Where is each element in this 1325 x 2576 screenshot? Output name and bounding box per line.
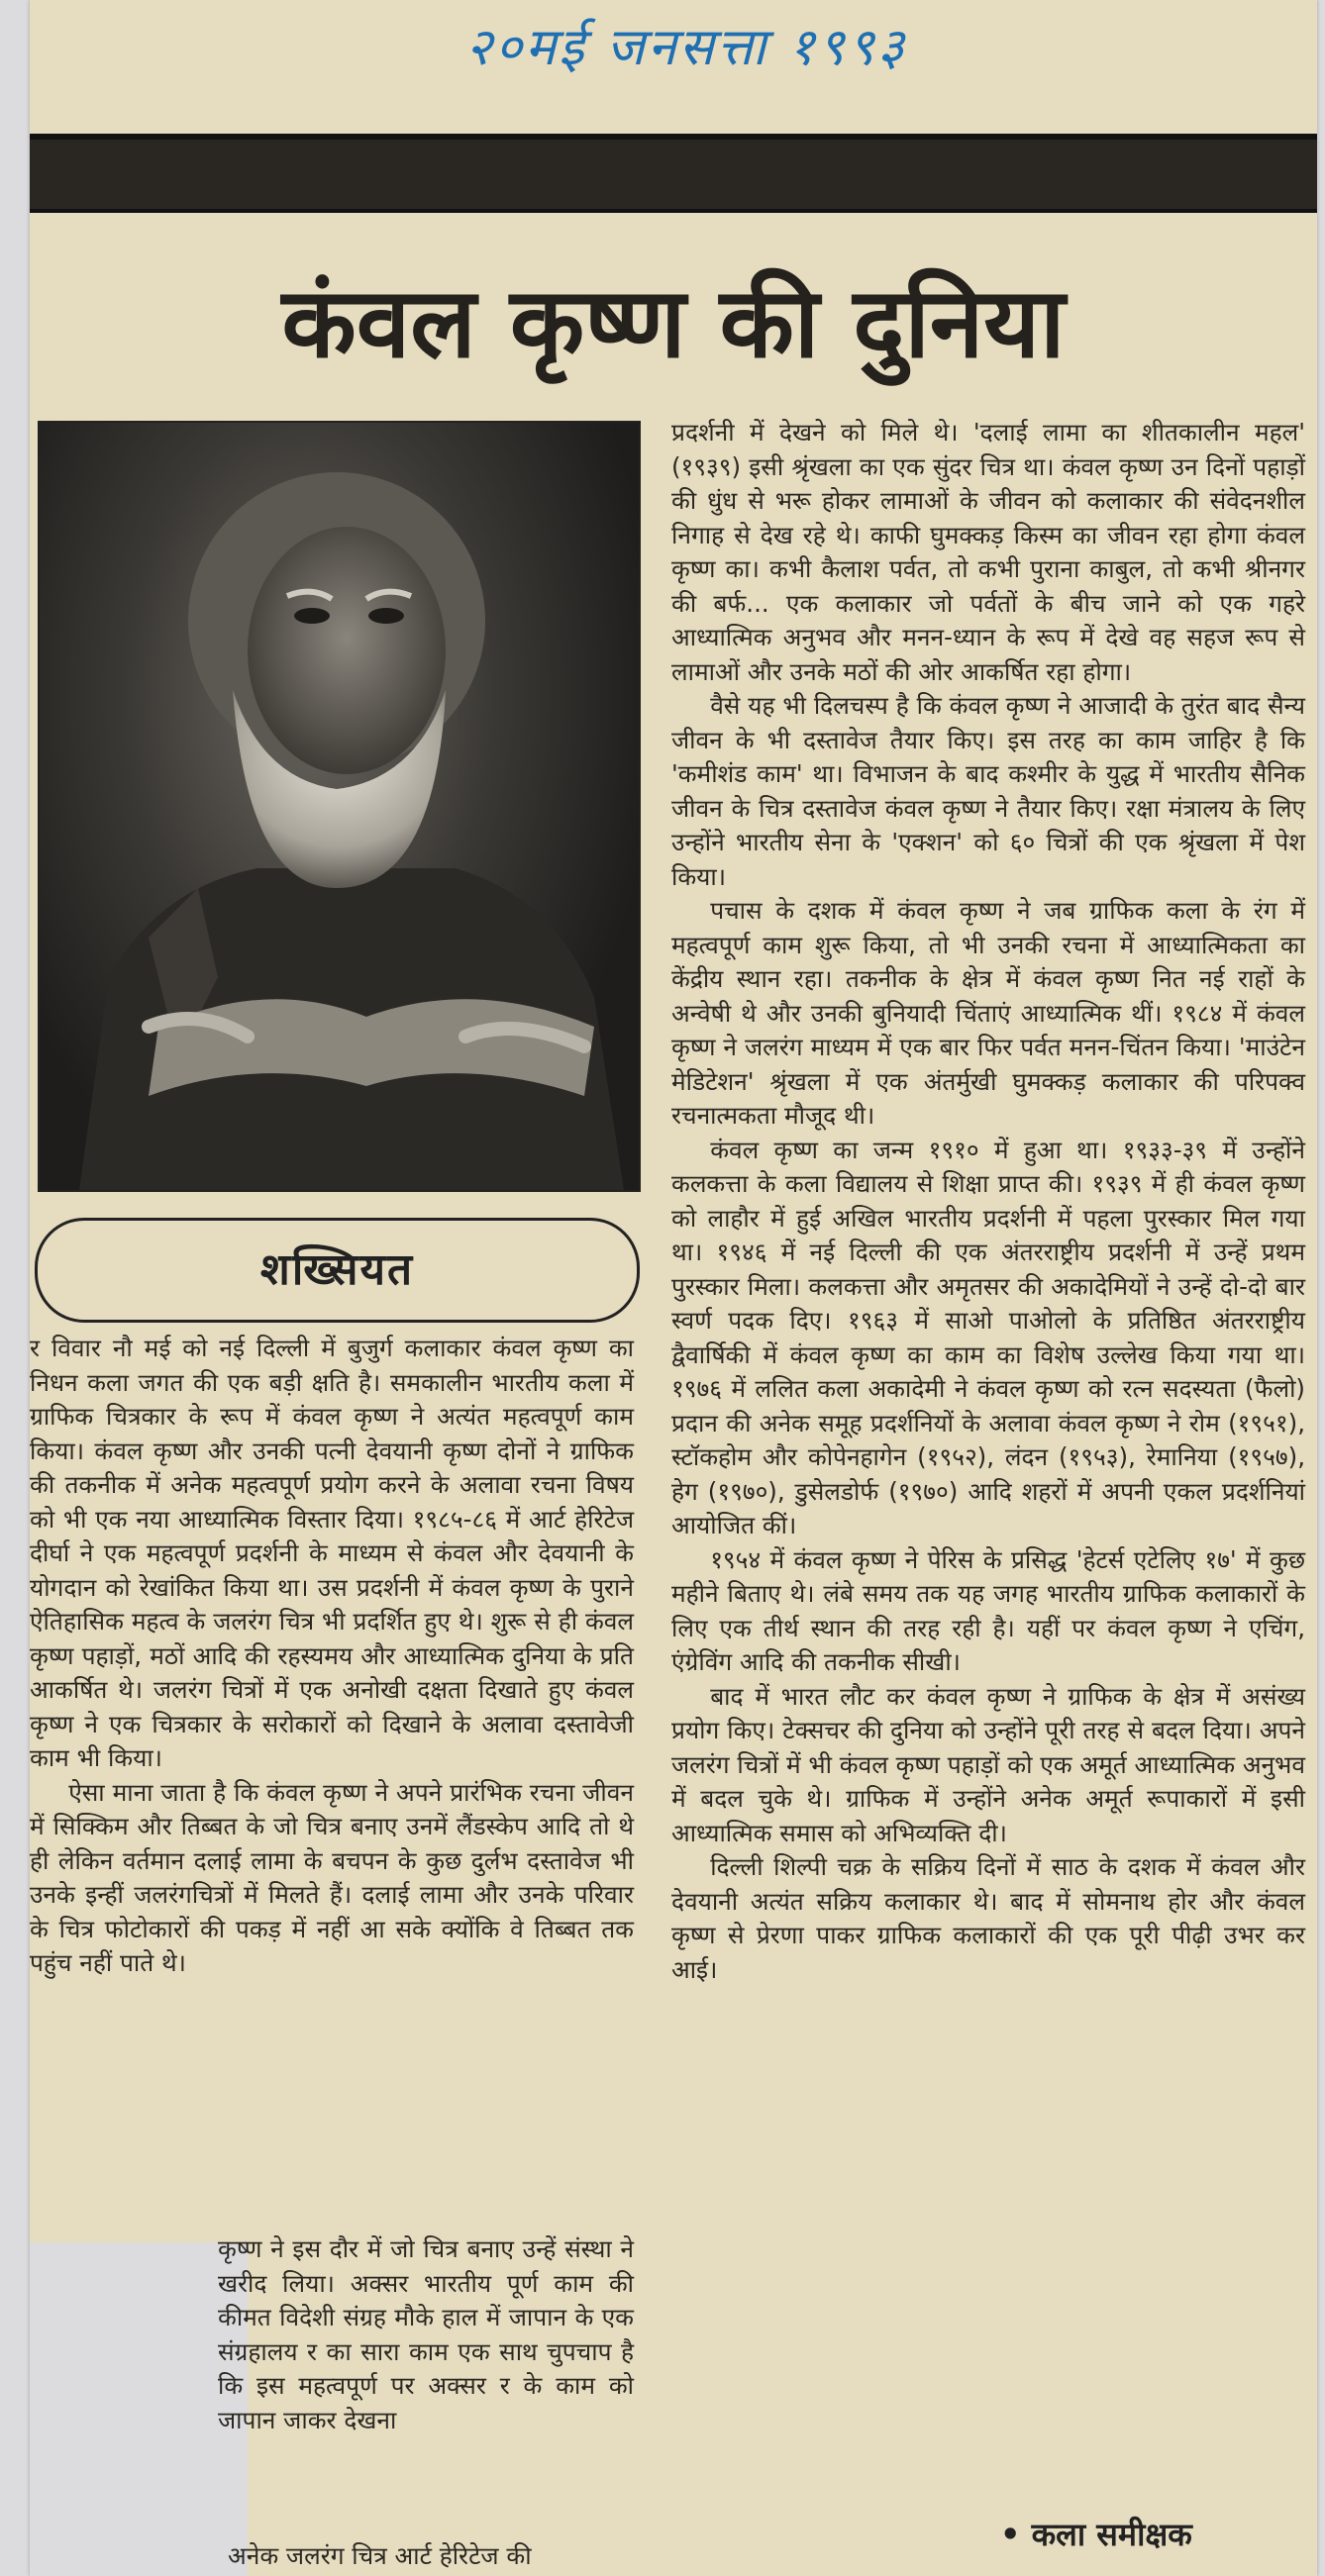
byline: • कला समीक्षक bbox=[1000, 2516, 1192, 2553]
article-left-column bbox=[30, 1332, 634, 1981]
section-label: शख्सियत bbox=[35, 1218, 640, 1323]
article-paragraph: अनेक जलरंग चित्र आर्ट हेरिटेज की bbox=[228, 2541, 532, 2570]
article-paragraph: प्रदर्शनी में देखने को मिले थे। 'दलाई लामा का शीतकालीन महल' (१९३९) इसी श्रृंखला का एक सुंदर चित्र था। कंवल कृष्ण उन दिनों पहाड़ों की धुंध से भरू होकर लामाओं के जीवन को कलाकार की संवेदनशील निगाह से देख रहे थे। काफी घुमक्कड़ किस्म का जीवन रहा होगा कंवल कृष्ण का। कभी कैलाश पर्वत, तो कभी पुराना काबुल, तो कभी श्रीनगर की बर्फ... एक कलाकार जो पर्वतों के बीच जाने को एक गहरे आध्यात्मिक अनुभव और मनन-ध्यान के रूप में देखे वह सहज रूप से लामाओं और उनके मठों की ओर आकर्षित रहा होगा। bbox=[671, 418, 1305, 686]
article-paragraph: दिल्ली शिल्पी चक्र के सक्रिय दिनों में साठ के दशक में कंवल और देवयानी अत्यंत सक्रिय कलाकार थे। बाद में सोमनाथ होर और कंवल कृष्ण से प्रेरणा पाकर ग्राफिक कलाकारों की एक पूरी पीढ़ी उभर कर आई। bbox=[671, 1852, 1305, 1984]
handwritten-date-note: २०मई जनसत्ता १९९३ bbox=[465, 18, 907, 77]
newspaper-clipping bbox=[30, 0, 1317, 2576]
headline: कंवल कृष्ण की दुनिया bbox=[281, 267, 1066, 380]
article-paragraph: वैसे यह भी दिलचस्प है कि कंवल कृष्ण ने आजादी के तुरंत बाद सैन्य जीवन के भी दस्तावेज तैयार किए। इस तरह का काम जाहिर है कि 'कमीशंड काम' था। विभाजन के बाद कश्मीर के युद्ध में भारतीय सैनिक जीवन के चित्र दस्तावेज कंवल कृष्ण ने तैयार किए। रक्षा मंत्रालय के लिए उन्होंने भारतीय सेना के 'एक्शन' को ६० चित्रों की एक श्रृंखला में पेश किया। bbox=[671, 691, 1305, 891]
article-left-column-torn bbox=[218, 2232, 634, 2437]
article-paragraph: र विवार नौ मई को नई दिल्ली में बुजुर्ग कलाकार कंवल कृष्ण का निधन कला जगत की एक बड़ी क्षति है। समकालीन भारतीय कला में ग्राफिक चित्रकार के रूप में कंवल कृष्ण ने अत्यंत महत्वपूर्ण काम किया। कंवल कृष्ण और उनकी पत्नी देवयानी कृष्ण दोनों ने ग्राफिक की तकनीक में अनेक महत्वपूर्ण प्रयोग करने के अलावा रचना विषय को भी एक नया आध्यात्मिक विस्तार दिया। १९८५-८६ में आर्ट हेरिटेज दीर्घा ने एक महत्वपूर्ण प्रदर्शनी के माध्यम से कंवल और देवयानी के योगदान को रेखांकित किया था। उस प्रदर्शनी में कंवल कृष्ण के पुराने ऐतिहासिक महत्व के जलरंग चित्र भी प्रदर्शित हुए थे। शुरू से ही कंवल कृष्ण पहाड़ों, मठों आदि की रहस्यमय और आध्यात्मिक दुनिया के प्रति आकर्षित थे। जलरंग चित्रों में एक अनोखी दक्षता दिखाते हुए कंवल कृष्ण ने एक चित्रकार के सरोकारों को दिखाने के अलावा दस्तावेजी काम भी किया। bbox=[30, 1334, 634, 1772]
article-paragraph: १९५४ में कंवल कृष्ण ने पेरिस के प्रसिद्ध 'हेटर्स एटेलिए १७' में कुछ महीने बिताए थे। लंबे समय तक यह जगह भारतीय ग्राफिक कलाकारों के लिए एक तीर्थ स्थान की तरह रही है। यहीं पर कंवल कृष्ण ने एचिंग, एंग्रेविंग आदि की तकनीक सीखी। bbox=[671, 1544, 1305, 1676]
article-paragraph: पचास के दशक में कंवल कृष्ण ने जब ग्राफिक कला के रंग में महत्वपूर्ण काम शुरू किया, तो भी उनकी रचना में आध्यात्मिकता का केंद्रीय स्थान रहा। तकनीक के क्षेत्र में कंवल कृष्ण नित नई राहों के अन्वेषी थे और उनकी बुनियादी चिंताएं आध्यात्मिक थीं। १९८४ में कंवल कृष्ण ने जलरंग माध्यम में एक बार फिर पर्वत मनन-चिंतन किया। 'माउंटेन मेडिटेशन' श्रृंखला में एक अंतर्मुखी घुमक्कड़ कलाकार की परिपक्व रचनात्मकता मौजूद थी। bbox=[671, 896, 1305, 1130]
article-left-column-tail bbox=[228, 2539, 624, 2574]
portrait-photo bbox=[38, 421, 641, 1192]
article-paragraph: बाद में भारत लौट कर कंवल कृष्ण ने ग्राफिक के क्षेत्र में असंख्य प्रयोग किए। टेक्सचर की दुनिया को उन्होंने पूरी तरह से बदल दिया। अपने जलरंग चित्रों में भी कंवल कृष्ण पहाड़ों को एक अमूर्त आध्यात्मिक अनुभव में बदल चुके थे। ग्राफिक में उन्होंने अनेक अमूर्त रूपाकारों में इसी आध्यात्मिक समास को अभिव्यक्ति दी। bbox=[671, 1681, 1305, 1847]
article-paragraph: कंवल कृष्ण का जन्म १९१० में हुआ था। १९३३-३९ में उन्होंने कलकत्ता के कला विद्यालय से शिक्षा प्राप्त की। १९३९ में ही कंवल कृष्ण को लाहौर में हुई अखिल भारतीय प्रदर्शनी में पहला पुरस्कार मिल गया था। १९४६ में नई दिल्ली की एक अंतरराष्ट्रीय प्रदर्शनी में उन्हें प्रथम पुरस्कार मिला। कलकत्ता और अमृतसर की अकादेमियों ने उन्हें दो-दो बार स्वर्ण पदक दिए। १९६३ में साओ पाओलो के प्रतिष्ठित अंतरराष्ट्रीय द्वैवार्षिकी में कंवल कृष्ण का काम का विशेष उल्लेख किया गया था। १९७६ में ललित कला अकादेमी ने कंवल कृष्ण को रत्न सदस्यता (फैलो) प्रदान की अनेक समूह प्रदर्शनियों के अलावा कंवल कृष्ण ने रोम (१९५१), स्टॉकहोम और कोपेनहागेन (१९५२), लंदन (१९५३), रेमानिया (१९५७), हेग (१९७०), डुसेलडोर्फ (१९७०) आदि शहरों में अपनी एकल प्रदर्शनियां आयोजित कीं। bbox=[671, 1135, 1305, 1539]
torn-edge bbox=[30, 2242, 248, 2576]
article-paragraph: कृष्ण ने इस दौर में जो चित्र बनाए उन्हें संस्था ने खरीद लिया। अक्सर भारतीय पूर्ण काम की कीमत विदेशी संग्रह मौके हाल में जापान के एक संग्रहालय र का सारा काम एक साथ चुपचाप है कि इस महत्वपूर्ण पर अक्सर र के काम को जापान जाकर देखना bbox=[218, 2234, 634, 2434]
article-paragraph: ऐसा माना जाता है कि कंवल कृष्ण ने अपने प्रारंभिक रचना जीवन में सिक्किम और तिब्बत के जो चित्र बनाए उनमें लैंडस्केप आदि तो थे ही लेकिन वर्तमान दलाई लामा के बचपन के कुछ दुर्लभ दस्तावेज भी उनके इन्हीं जलरंगचित्रों में मिलते हैं। दलाई लामा और उनके परिवार के चित्र फोटोकारों की पकड़ में नहीं आ सके क्योंकि वे तिब्बत तक पहुंच नहीं पाते थे। bbox=[30, 1777, 634, 1977]
masthead-bar bbox=[30, 134, 1317, 213]
portrait-illustration bbox=[40, 423, 639, 1190]
article-right-column bbox=[671, 416, 1305, 1987]
